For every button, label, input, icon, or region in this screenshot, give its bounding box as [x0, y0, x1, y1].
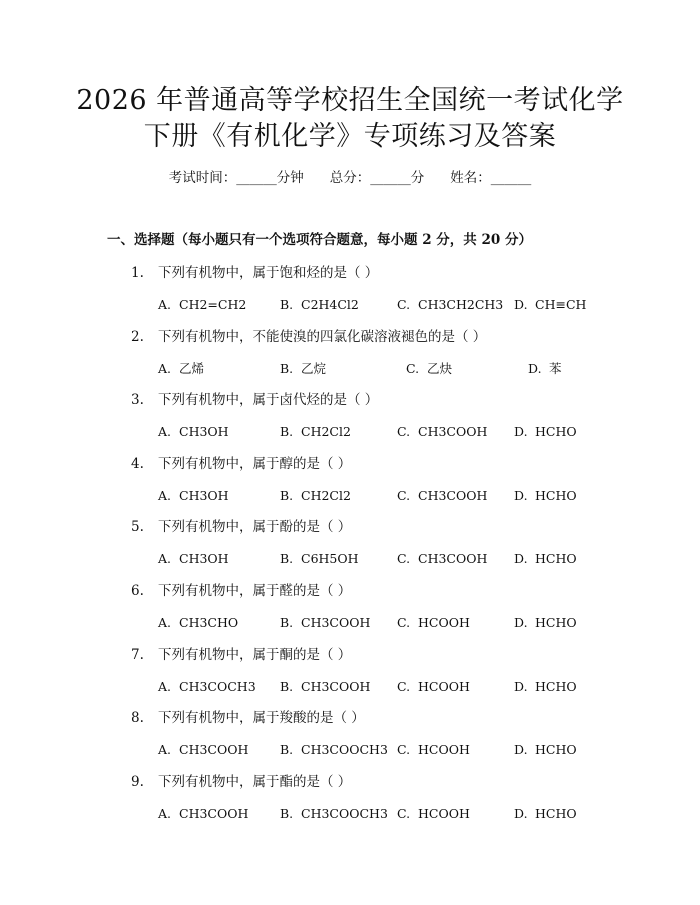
option-c: [397, 613, 470, 633]
question-number: 9.: [131, 774, 144, 790]
option-a: [158, 359, 204, 379]
option-c: [397, 549, 487, 569]
question-3: [0, 390, 700, 454]
option-letter: B.: [280, 679, 294, 694]
option-text: HCHO: [535, 742, 577, 757]
option-letter: C.: [397, 297, 411, 312]
question-2: [0, 327, 700, 391]
question-text: 下列有机物中，属于羧酸的是（ ）: [158, 710, 365, 726]
option-text: 乙炔: [427, 361, 453, 376]
option-text: HCHO: [535, 806, 577, 821]
question-text: 下列有机物中，属于醛的是（ ）: [158, 583, 352, 599]
student-name-field: 姓名：______: [450, 170, 532, 186]
option-letter: A.: [158, 424, 172, 439]
total-score-field: 总分：______分: [329, 170, 425, 186]
question-number: 2.: [131, 329, 144, 345]
option-letter: C.: [397, 679, 411, 694]
option-letter: A.: [158, 551, 172, 566]
option-d: [514, 486, 577, 506]
option-letter: D.: [528, 361, 542, 376]
option-d: [514, 613, 577, 633]
question-number: 6.: [131, 583, 144, 599]
question-text: 下列有机物中，属于饱和烃的是（ ）: [158, 265, 379, 281]
option-text: CH3CHO: [179, 615, 239, 630]
question-text: 下列有机物中，属于卤代烃的是（ ）: [158, 392, 379, 408]
option-letter: C.: [397, 488, 411, 503]
option-letter: B.: [280, 806, 294, 821]
option-letter: C.: [397, 615, 411, 630]
option-letter: A.: [158, 615, 172, 630]
option-b: [280, 613, 370, 633]
question-text: 下列有机物中，属于醇的是（ ）: [158, 456, 352, 472]
question-stem: [131, 390, 378, 410]
option-text: CH2Cl2: [301, 488, 351, 503]
option-d: [514, 677, 577, 697]
option-letter: D.: [514, 551, 528, 566]
option-letter: B.: [280, 488, 294, 503]
option-b: [280, 549, 359, 569]
option-letter: A.: [158, 361, 172, 376]
question-stem: [131, 327, 486, 347]
option-text: CH3COOH: [301, 615, 371, 630]
option-letter: C.: [397, 806, 411, 821]
option-text: 乙烷: [301, 361, 327, 376]
option-text: C2H4Cl2: [301, 297, 359, 312]
option-a: [158, 422, 229, 442]
question-stem: [131, 581, 351, 601]
option-a: [158, 804, 248, 824]
question-number: 4.: [131, 456, 144, 472]
option-c: [406, 359, 452, 379]
option-b: [280, 359, 326, 379]
question-text: 下列有机物中，属于酯的是（ ）: [158, 774, 352, 790]
option-text: CH3CH2CH3: [418, 297, 504, 312]
question-number: 3.: [131, 392, 144, 408]
question-6: [0, 581, 700, 645]
option-text: CH3COOCH3: [301, 742, 388, 757]
option-text: HCHO: [535, 551, 577, 566]
option-letter: A.: [158, 806, 172, 821]
option-b: [280, 295, 359, 315]
option-letter: B.: [280, 361, 294, 376]
section-heading: 一、选择题（每小题只有一个选项符合题意，每小题 2 分，共 20 分）: [107, 232, 532, 248]
option-b: [280, 677, 370, 697]
option-b: [280, 804, 388, 824]
option-d: [514, 295, 586, 315]
option-letter: D.: [514, 806, 528, 821]
option-text: HCOOH: [418, 679, 470, 694]
option-c: [397, 486, 487, 506]
option-text: HCOOH: [418, 806, 470, 821]
option-d: [514, 804, 577, 824]
option-a: [158, 295, 246, 315]
option-a: [158, 486, 229, 506]
option-b: [280, 486, 351, 506]
question-number: 8.: [131, 710, 144, 726]
option-c: [397, 740, 470, 760]
option-letter: C.: [406, 361, 420, 376]
option-text: 乙烯: [179, 361, 205, 376]
question-8: [0, 708, 700, 772]
option-a: [158, 740, 248, 760]
option-d: [514, 422, 577, 442]
question-stem: [131, 772, 351, 792]
option-text: HCOOH: [418, 742, 470, 757]
option-letter: B.: [280, 615, 294, 630]
option-b: [280, 740, 388, 760]
option-text: C6H5OH: [301, 551, 359, 566]
option-letter: D.: [514, 424, 528, 439]
option-a: [158, 613, 238, 633]
option-text: CH3COOH: [179, 806, 249, 821]
question-stem: [131, 645, 351, 665]
question-text: 下列有机物中，不能使溴的四氯化碳溶液褪色的是（ ）: [158, 329, 487, 345]
option-letter: D.: [514, 488, 528, 503]
option-letter: A.: [158, 297, 172, 312]
option-c: [397, 804, 470, 824]
question-number: 5.: [131, 519, 144, 535]
option-letter: B.: [280, 297, 294, 312]
option-text: HCHO: [535, 679, 577, 694]
option-letter: B.: [280, 424, 294, 439]
question-text: 下列有机物中，属于酮的是（ ）: [158, 647, 352, 663]
question-stem: [131, 517, 351, 537]
option-letter: C.: [397, 742, 411, 757]
question-1: [0, 263, 700, 327]
option-letter: A.: [158, 742, 172, 757]
option-d: [514, 740, 577, 760]
question-text: 下列有机物中，属于酚的是（ ）: [158, 519, 352, 535]
option-letter: B.: [280, 742, 294, 757]
exam-title-line-2: 下册《有机化学》专项练习及答案: [143, 121, 557, 152]
option-d: [528, 359, 562, 379]
option-text: CH3COOCH3: [301, 806, 388, 821]
option-letter: A.: [158, 488, 172, 503]
option-text: CH≡CH: [535, 297, 587, 312]
question-5: [0, 517, 700, 581]
option-letter: C.: [397, 424, 411, 439]
option-text: CH2=CH2: [179, 297, 247, 312]
option-a: [158, 677, 256, 697]
exam-time-field: 考试时间：______分钟: [168, 170, 304, 186]
option-text: CH3COOH: [179, 742, 249, 757]
option-c: [397, 422, 487, 442]
option-c: [397, 677, 470, 697]
question-4: [0, 454, 700, 518]
option-text: CH3OH: [179, 551, 229, 566]
option-b: [280, 422, 351, 442]
option-text: 苯: [549, 361, 562, 376]
question-9: [0, 772, 700, 836]
option-letter: B.: [280, 551, 294, 566]
option-text: CH3OH: [179, 424, 229, 439]
option-letter: D.: [514, 742, 528, 757]
exam-title-line-1: 2026 年普通高等学校招生全国统一考试化学: [76, 85, 624, 116]
question-stem: [131, 454, 351, 474]
option-text: HCHO: [535, 615, 577, 630]
option-text: CH2Cl2: [301, 424, 351, 439]
option-letter: A.: [158, 679, 172, 694]
option-letter: D.: [514, 615, 528, 630]
option-letter: D.: [514, 297, 528, 312]
question-7: [0, 645, 700, 709]
question-number: 1.: [131, 265, 144, 281]
exam-meta: [0, 168, 700, 188]
question-number: 7.: [131, 647, 144, 663]
question-stem: [131, 708, 365, 728]
option-text: HCOOH: [418, 615, 470, 630]
option-text: HCHO: [535, 488, 577, 503]
option-text: CH3OH: [179, 488, 229, 503]
option-text: CH3COOH: [301, 679, 371, 694]
option-text: CH3COOH: [418, 488, 488, 503]
option-letter: D.: [514, 679, 528, 694]
option-letter: C.: [397, 551, 411, 566]
option-d: [514, 549, 577, 569]
option-text: CH3COCH3: [179, 679, 256, 694]
option-text: HCHO: [535, 424, 577, 439]
option-text: CH3COOH: [418, 551, 488, 566]
question-stem: [131, 263, 378, 283]
option-text: CH3COOH: [418, 424, 488, 439]
option-a: [158, 549, 229, 569]
option-c: [397, 295, 503, 315]
